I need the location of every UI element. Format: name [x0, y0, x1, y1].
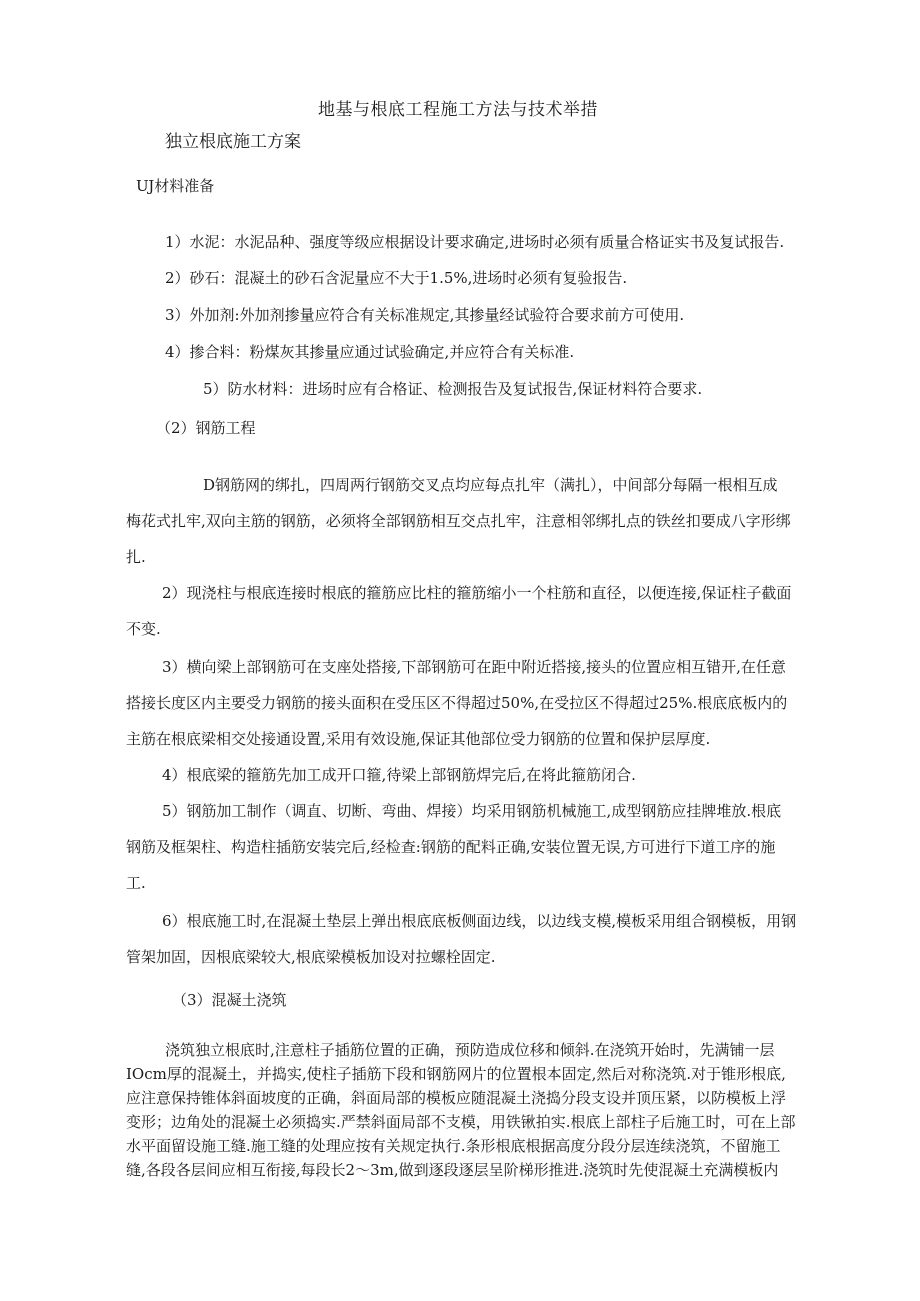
paragraph-line: 扎. [126, 548, 146, 566]
paragraph-line: 缝,各段各层间应相互衔接,每段长2～3m,做到逐段逐层呈阶梯形推进.浇筑时先使混凝土充满模板内 [126, 1161, 779, 1179]
paragraph-line: 5）钢筋加工制作（调直、切断、弯曲、焊接）均采用钢筋机械施工,成型钢筋应挂牌堆放.根底 [162, 802, 782, 820]
paragraph-line: 主筋在根底梁相交处接通设置,采用有效设施,保证其他部位受力钢筋的位置和保护层厚度. [126, 730, 711, 748]
paragraph-line: 不变. [126, 620, 161, 638]
paragraph-line: 3）横向梁上部钢筋可在支座处搭接,下部钢筋可在距中附近搭接,接头的位置应相互错开,在任意 [162, 658, 786, 676]
document-title: 地基与根底工程施工方法与技术举措 [318, 100, 598, 120]
paragraph-line: 水平面留设施工缝.施工缝的处理应按有关规定执行.条形根底根据高度分段分层连续浇筑，不留施工 [126, 1137, 781, 1155]
section2-heading: （2）钢筋工程 [156, 419, 256, 437]
section3-heading: （3）混凝土浇筑 [172, 991, 287, 1009]
material-item: 5）防水材料：进场时应有合格证、检测报告及复试报告,保证材料符合要求. [203, 380, 703, 398]
paragraph-line: 工. [126, 874, 146, 892]
section1-heading: UJ材料准备 [136, 177, 215, 195]
paragraph-line: D钢筋网的绑扎，四周两行钢筋交叉点均应每点扎牢（满扎），中间部分每隔一根相互成 [203, 476, 778, 494]
paragraph-line: 4）根底梁的箍筋先加工成开口箍,待梁上部钢筋焊完后,在将此箍筋闭合. [162, 766, 636, 784]
paragraph-line: 变形；边角处的混凝土必须捣实.严禁斜面局部不支模，用铁锹拍实.根底上部柱子后施工时，可在上部 [126, 1113, 796, 1131]
paragraph-line: IOcm厚的混凝土，并捣实,使柱子插筋下段和钢筋网片的位置根本固定,然后对称浇筑.对于锥形根底, [126, 1065, 786, 1083]
material-item: 4）掺合料：粉煤灰其掺量应通过试验确定,并应符合有关标准. [165, 343, 575, 361]
paragraph-line: 6）根底施工时,在混凝土垫层上弹出根底底板侧面边线，以边线支模,模板采用组合钢模板，用钢 [162, 912, 797, 930]
paragraph-line: 管架加固，因根底梁较大,根底梁模板加设对拉螺栓固定. [126, 948, 496, 966]
paragraph-line: 钢筋及框架柱、构造柱插筋安装完后,经检查:钢筋的配料正确,安装位置无误,方可进行下道工序的施 [126, 838, 776, 856]
material-item: 3）外加剂:外加剂掺量应符合有关标准规定,其掺量经试验符合要求前方可使用. [165, 306, 685, 324]
document-subtitle: 独立根底施工方案 [165, 132, 301, 152]
paragraph-line: 2）现浇柱与根底连接时根底的箍筋应比柱的箍筋缩小一个柱筋和直径，以便连接,保证柱子截面 [162, 584, 792, 602]
paragraph-line: 应注意保持锥体斜面坡度的正确，斜面局部的模板应随混凝土浇捣分段支设并顶压紧，以防模板上浮 [126, 1089, 787, 1107]
paragraph-line: 搭接长度区内主要受力钢筋的接头面积在受压区不得超过50%,在受拉区不得超过25%.根底底板内的 [126, 694, 788, 712]
material-item: 2）砂石：混凝土的砂石含泥量应不大于1.5%,进场时必须有复验报告. [165, 269, 628, 287]
paragraph-line: 浇筑独立根底时,注意柱子插筋位置的正确，预防造成位移和倾斜.在浇筑开始时，先满铺一层 [165, 1041, 775, 1059]
paragraph-line: 梅花式扎牢,双向主筋的钢筋，必须将全部钢筋相互交点扎牢，注意相邻绑扎点的铁丝扣要成八字形绑 [126, 512, 791, 530]
material-item: 1）水泥：水泥品种、强度等级应根据设计要求确定,进场时必须有质量合格证实书及复试报告. [165, 233, 785, 251]
